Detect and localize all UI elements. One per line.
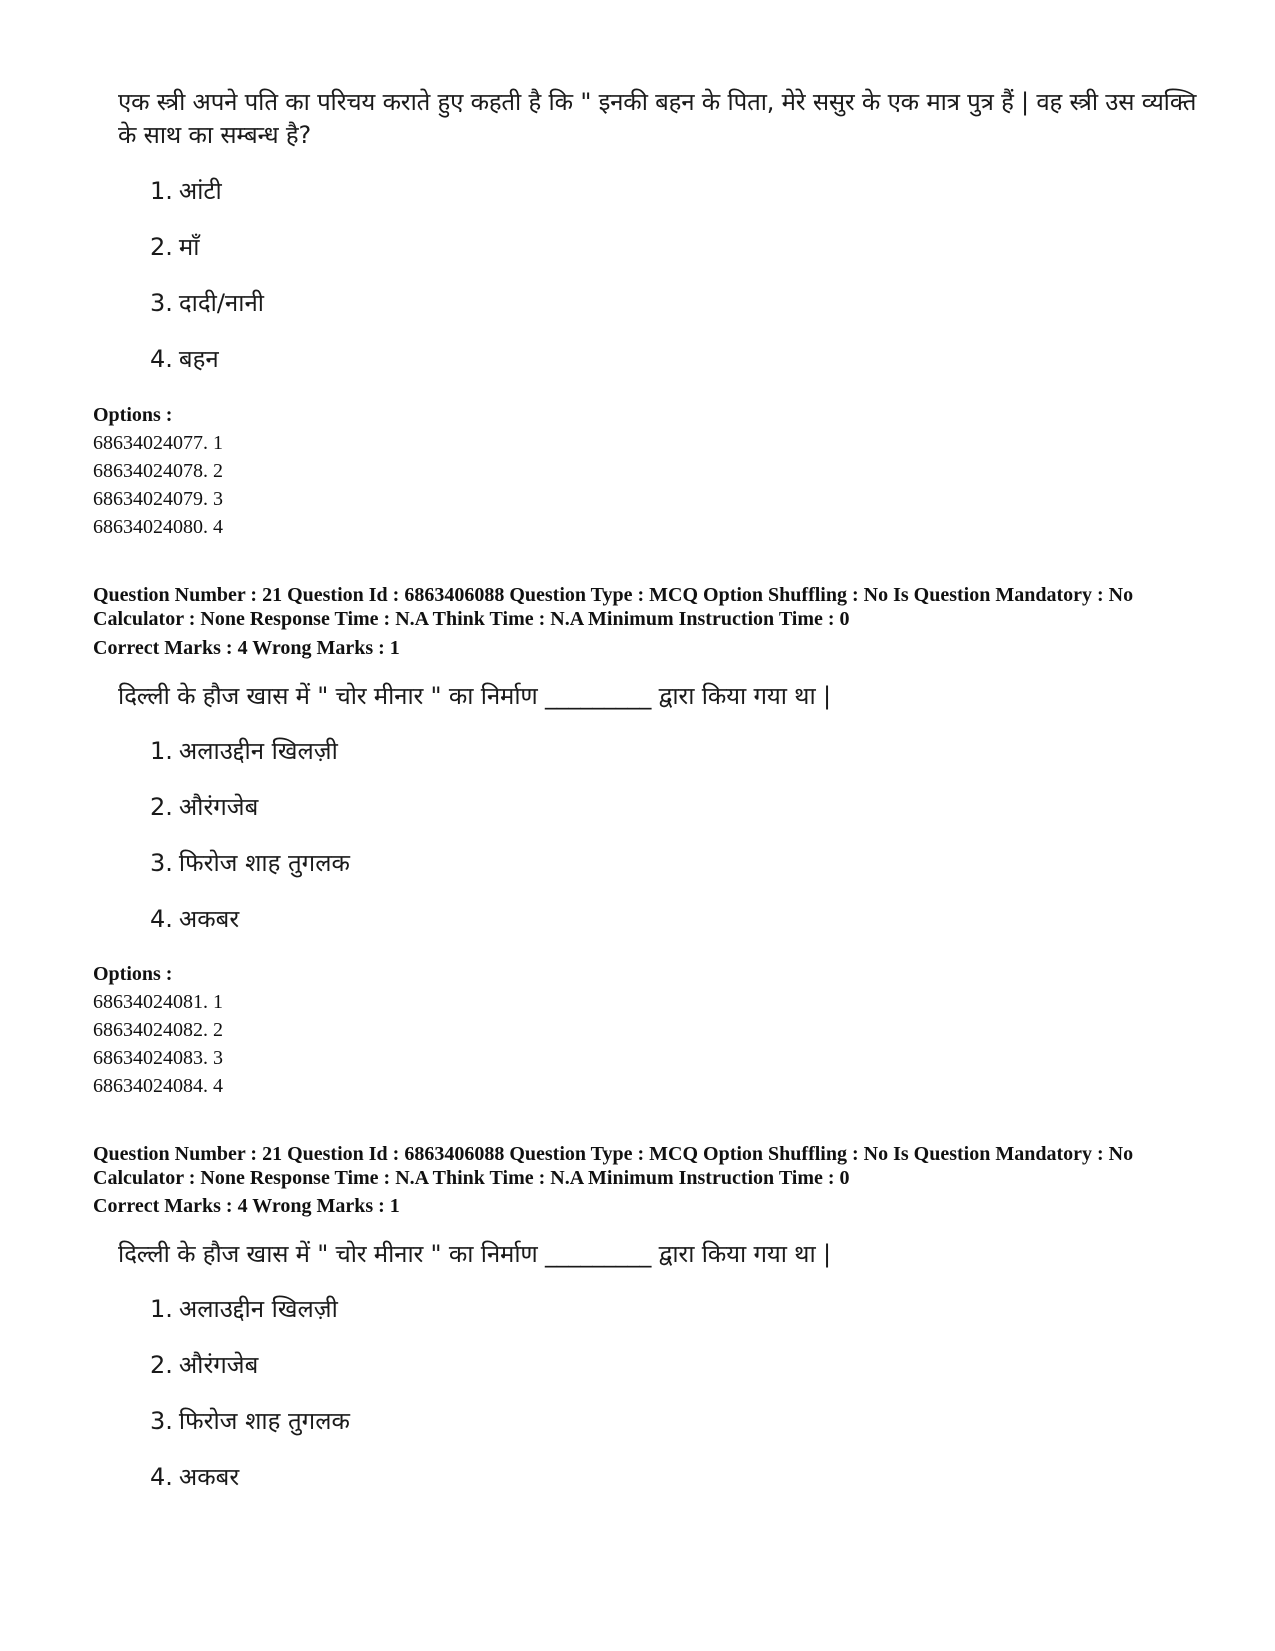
choice-2	[150, 792, 258, 822]
choice-text: अकबर	[178, 905, 240, 933]
choice-2	[150, 1350, 258, 1380]
choice-text: माँ	[178, 233, 200, 261]
option-id-row: 68634024083. 3	[93, 1047, 223, 1069]
choice-text: औरंगजेब	[178, 1351, 259, 1379]
option-id-row: 68634024080. 4	[93, 516, 223, 538]
choice-text: फिरोज शाह तुगलक	[178, 849, 350, 877]
choice-3	[150, 1406, 350, 1436]
question-text: दिल्ली के हौज खास में " चोर मीनार " का निर्माण _________ द्वारा किया गया था |	[118, 1240, 831, 1268]
choice-number: 2.	[150, 233, 173, 261]
question-meta: Question Number : 21 Question Id : 6863406088 Question Type : MCQ Option Shuffling : No Is Question Mandatory : No Calculator : None Response Time : N.A Think Time : N.A Minimum Instruction Time : 0	[93, 584, 1134, 630]
question-meta: Question Number : 21 Question Id : 6863406088 Question Type : MCQ Option Shuffling : No Is Question Mandatory : No Calculator : None Response Time : N.A Think Time : N.A Minimum Instruction Time : 0	[93, 1143, 1134, 1189]
choice-2	[150, 232, 199, 262]
option-id-row: 68634024082. 2	[93, 1019, 223, 1041]
option-id-row: 68634024084. 4	[93, 1075, 223, 1097]
choice-number: 1.	[150, 177, 173, 205]
choice-text: बहन	[178, 345, 219, 373]
choice-text: फिरोज शाह तुगलक	[178, 1407, 350, 1435]
choice-1	[150, 736, 338, 766]
marks-line: Correct Marks : 4 Wrong Marks : 1	[93, 637, 400, 659]
choice-text: औरंगजेब	[178, 793, 259, 821]
choice-number: 4.	[150, 905, 173, 933]
option-id-row: 68634024079. 3	[93, 488, 223, 510]
choice-3	[150, 848, 350, 878]
option-id-row: 68634024077. 1	[93, 432, 223, 454]
choice-number: 4.	[150, 1463, 173, 1491]
choice-number: 3.	[150, 1407, 173, 1435]
choice-4	[150, 344, 219, 374]
choice-number: 1.	[150, 737, 173, 765]
choice-3	[150, 288, 264, 318]
choice-text: आंटी	[178, 177, 222, 205]
choice-1	[150, 176, 222, 206]
choice-number: 3.	[150, 289, 173, 317]
choice-number: 3.	[150, 849, 173, 877]
option-id-row: 68634024081. 1	[93, 991, 223, 1013]
marks-line: Correct Marks : 4 Wrong Marks : 1	[93, 1195, 400, 1217]
choice-text: अलाउद्दीन खिलज़ी	[178, 1295, 338, 1323]
option-id-row: 68634024078. 2	[93, 460, 223, 482]
choice-number: 2.	[150, 1351, 173, 1379]
options-label: Options :	[93, 404, 173, 426]
choice-number: 4.	[150, 345, 173, 373]
choice-number: 1.	[150, 1295, 173, 1323]
choice-text: अलाउद्दीन खिलज़ी	[178, 737, 338, 765]
choice-text: दादी/नानी	[178, 289, 264, 317]
choice-4	[150, 904, 239, 934]
question-text: एक स्त्री अपने पति का परिचय कराते हुए कहती है कि " इनकी बहन के पिता, मेरे ससुर के एक मात्र पुत्र हैं | वह स्त्री उस व्यक्ति के साथ का सम्बन्ध है?	[118, 88, 1197, 149]
choice-text: अकबर	[178, 1463, 240, 1491]
choice-4	[150, 1462, 239, 1492]
question-text: दिल्ली के हौज खास में " चोर मीनार " का निर्माण _________ द्वारा किया गया था |	[118, 682, 831, 710]
choice-number: 2.	[150, 793, 173, 821]
choice-1	[150, 1294, 338, 1324]
options-label: Options :	[93, 963, 173, 985]
